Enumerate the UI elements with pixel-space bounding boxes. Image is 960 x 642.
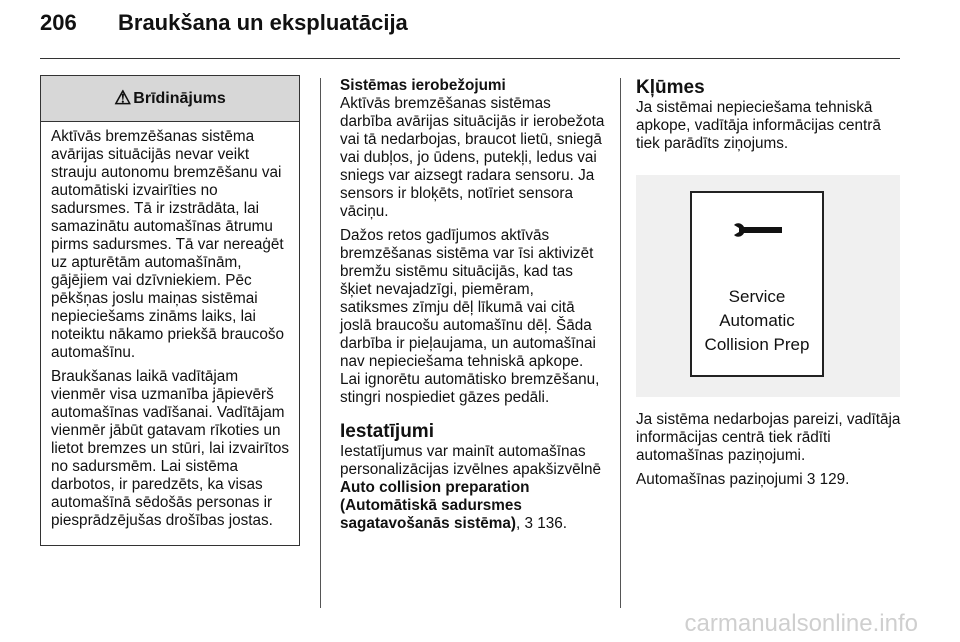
- section-heading-faults: Kļūmes: [636, 77, 705, 98]
- warning-paragraph: Aktīvās bremzēšanas sistēma avārijas situācijās nevar veikt strauju autonomu bremzēšanu vai automātiski izvairīties no sadursmes. Tā ir izstrādāta, lai samazinātu automašīnas ātrumu pirms sadursmes. Tā var nereaģēt uz apturētām automašīnām, gājējiem vai dzīvniekiem. Pēc pēkšņas joslu maiņas sistēmai nepieciešams zināms laiks, lai noteiktu nākamo priekšā braucošo automašīnu.: [51, 128, 284, 361]
- paragraph: Ja sistēmai nepieciešama tehniskā apkope, vadītāja informācijas centrā tiek parādīts ziņojums.: [636, 99, 881, 152]
- wrench-icon: [732, 221, 784, 243]
- warning-header: [41, 76, 299, 122]
- column-three: [636, 77, 904, 495]
- service-line: Collision Prep: [704, 335, 810, 354]
- warning-box: [40, 75, 300, 546]
- warning-body: [41, 122, 299, 530]
- paragraph: Automašīnas paziņojumi 3 129.: [636, 471, 850, 488]
- paragraph: Ja sistēma nedarbojas pareizi, vadītāja informācijas centrā tiek rādīti automašīnas paziņojumi.: [636, 411, 901, 464]
- paragraph: Aktīvās bremzēšanas sistēmas darbība avārijas situācijās ir ierobežota vai tā nedarbojas, braucot lietū, sniegā vai dubļos, jo ūdens, putekļi, ledus vai sniegs var aizsegt radara sensoru. Ja sensors ir bloķēts, notīriet sensora vāciņu.: [340, 95, 605, 220]
- page-header: [40, 10, 408, 36]
- warning-triangle-icon: ⚠: [114, 88, 132, 109]
- section-subheading: Sistēmas ierobežojumi: [340, 77, 506, 94]
- menu-reference: Auto collision preparation (Automātiskā sadursmes sagatavošanās sistēma): [340, 479, 530, 532]
- page-reference: , 3 136.: [516, 515, 568, 532]
- paragraph-settings: [340, 443, 606, 533]
- warning-paragraph: Braukšanas laikā vadītājam vienmēr visa uzmanība jāpievērš automašīnas vadīšanai. Vadītājam vienmēr jābūt gatavam rīkoties un lietot bremzes un stūri, lai izvairītos no sadursmēm. Lai sistēma darbotos, ir paredzēts, ka visas automašīnā sēdošās personas ir piesprādzējušas drošības jostas.: [51, 368, 290, 529]
- page-number: 206: [40, 10, 77, 35]
- watermark: carmanualsonline.info: [684, 610, 918, 637]
- paragraph-text: Iestatījumus var mainīt automašīnas personalizācijas izvēlnes apakšizvēlnē: [340, 443, 602, 478]
- section-heading-settings: Iestatījumi: [340, 421, 434, 442]
- info-display-screen: [690, 191, 824, 377]
- header-rule: [40, 58, 900, 59]
- column-divider: [620, 78, 621, 608]
- display-illustration: [636, 175, 900, 397]
- service-message: [692, 285, 822, 357]
- warning-title: Brīdinājums: [133, 89, 226, 107]
- page-title: Braukšana un ekspluatācija: [118, 10, 408, 35]
- service-line: Automatic: [719, 311, 795, 330]
- column-two: [340, 77, 606, 539]
- paragraph: Dažos retos gadījumos aktīvās bremzēšanas sistēma var īsi aktivizēt bremžu sistēmu situācijās, kad tas šķiet nevajadzīgi, piemēram, satiksmes zīmju dēļ līkumā vai citā joslā braucošu automašīnu dēļ. Šāda darbība ir pieļaujama, un automašīnai nav nepieciešama tehniskā apkope. Lai ignorētu automātisko bremzēšanu, stingri nospiediet gāzes pedāli.: [340, 227, 600, 406]
- service-line: Service: [728, 287, 786, 306]
- column-divider: [320, 78, 321, 608]
